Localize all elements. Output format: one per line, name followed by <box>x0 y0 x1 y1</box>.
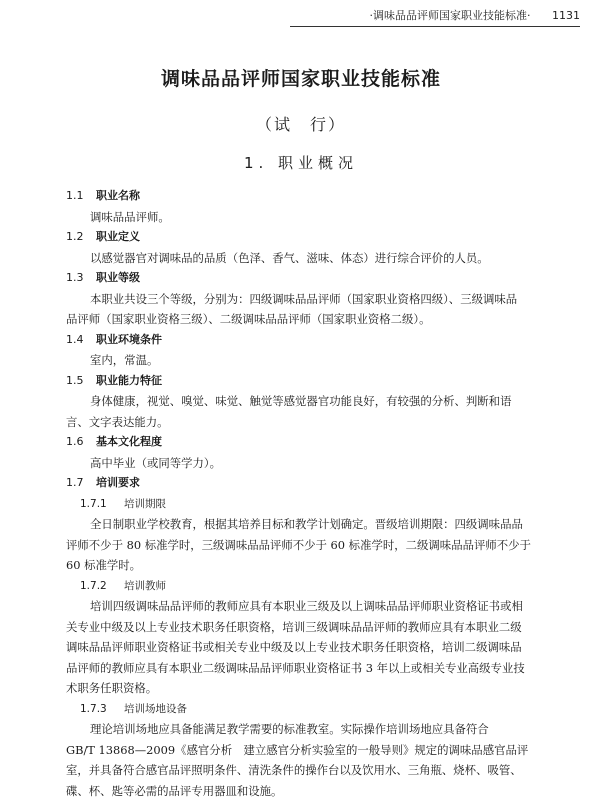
subitem-number: 1.7.1 <box>80 494 124 515</box>
paragraph-line: 关专业中级及以上专业技术职务任职资格，培训三级调味品品评师的教师应具有本职业二级 <box>66 617 546 638</box>
paragraph-line: 身体健康，视觉、嗅觉、味觉、触觉等感觉器官功能良好，有较强的分析、判断和语 <box>66 391 546 412</box>
subitem-heading <box>66 576 546 597</box>
paragraph-line: 术职务任职资格。 <box>66 678 546 699</box>
running-header <box>290 6 580 27</box>
paragraph-line: 室内，常温。 <box>66 350 546 371</box>
item-number: 1.3 <box>66 268 96 289</box>
paragraph-line: 理论培训场地应具备能满足教学需要的标准教室。实际操作培训场地应具备符合 <box>66 719 546 740</box>
paragraph-line: 全日制职业学校教育，根据其培养目标和教学计划确定。晋级培训期限：四级调味品品 <box>66 514 546 535</box>
page-number: 1131 <box>552 9 580 22</box>
document-title: 调味品品评师国家职业技能标准 <box>0 64 602 91</box>
subitem-heading-text: 培训教师 <box>124 580 166 592</box>
item-heading-text: 培训要求 <box>96 476 140 489</box>
paragraph-line: 高中毕业（或同等学力）。 <box>66 453 546 474</box>
item-heading <box>66 371 546 392</box>
subitem-heading <box>66 494 546 515</box>
paragraph-line: 室，并具备符合感官品评照明条件、清洗条件的操作台以及饮用水、三角瓶、烧杯、吸管、 <box>66 760 546 781</box>
paragraph-line: 60 标准学时。 <box>66 555 546 576</box>
item-number: 1.1 <box>66 186 96 207</box>
item-number: 1.4 <box>66 330 96 351</box>
item-heading <box>66 268 546 289</box>
paragraph-line: 碟、杯、匙等必需的品评专用器皿和设施。 <box>66 781 546 801</box>
item-heading-text: 基本文化程度 <box>96 435 162 448</box>
document-subtitle: （试 行） <box>0 112 602 135</box>
item-heading <box>66 227 546 248</box>
paragraph-line: 品评师的教师应具有本职业二级调味品品评师职业资格证书 3 年以上或相关专业高级专业技 <box>66 658 546 679</box>
item-number: 1.5 <box>66 371 96 392</box>
item-heading <box>66 330 546 351</box>
section-title: 1. 职业概况 <box>0 152 602 173</box>
item-heading <box>66 186 546 207</box>
item-number: 1.2 <box>66 227 96 248</box>
paragraph-line: 培训四级调味品品评师的教师应具有本职业三级及以上调味品品评师职业资格证书或相 <box>66 596 546 617</box>
item-heading-text: 职业名称 <box>96 189 140 202</box>
document-body <box>66 186 546 801</box>
paragraph-line: 以感觉器官对调味品的品质（色泽、香气、滋味、体态）进行综合评价的人员。 <box>66 248 546 269</box>
subitem-number: 1.7.2 <box>80 576 124 597</box>
item-number: 1.6 <box>66 432 96 453</box>
item-heading-text: 职业定义 <box>96 230 140 243</box>
paragraph-line: 品评师（国家职业资格三级）、二级调味品品评师（国家职业资格二级）。 <box>66 309 546 330</box>
paragraph-line: 言、文字表达能力。 <box>66 412 546 433</box>
subitem-heading <box>66 699 546 720</box>
paragraph-line: 调味品品评师职业资格证书或相关专业中级及以上专业技术职务任职资格，培训二级调味品 <box>66 637 546 658</box>
item-heading-text: 职业等级 <box>96 271 140 284</box>
paragraph-line: 评师不少于 80 标准学时，三级调味品品评师不少于 60 标准学时，二级调味品品评师不少于 <box>66 535 546 556</box>
item-number: 1.7 <box>66 473 96 494</box>
item-heading-text: 职业能力特征 <box>96 374 162 387</box>
item-heading-text: 职业环境条件 <box>96 333 162 346</box>
subitem-heading-text: 培训场地设备 <box>124 703 187 715</box>
subitem-heading-text: 培训期限 <box>124 498 166 510</box>
paragraph-line: GB/T 13868—2009《感官分析 建立感官分析实验室的一般导则》规定的调味品感官品评 <box>66 740 546 761</box>
paragraph-line: 本职业共设三个等级，分别为：四级调味品品评师（国家职业资格四级）、三级调味品 <box>66 289 546 310</box>
item-heading <box>66 432 546 453</box>
item-heading <box>66 473 546 494</box>
subitem-number: 1.7.3 <box>80 699 124 720</box>
running-header-title: ·调味品品评师国家职业技能标准· <box>370 9 531 22</box>
paragraph-line: 调味品品评师。 <box>66 207 546 228</box>
